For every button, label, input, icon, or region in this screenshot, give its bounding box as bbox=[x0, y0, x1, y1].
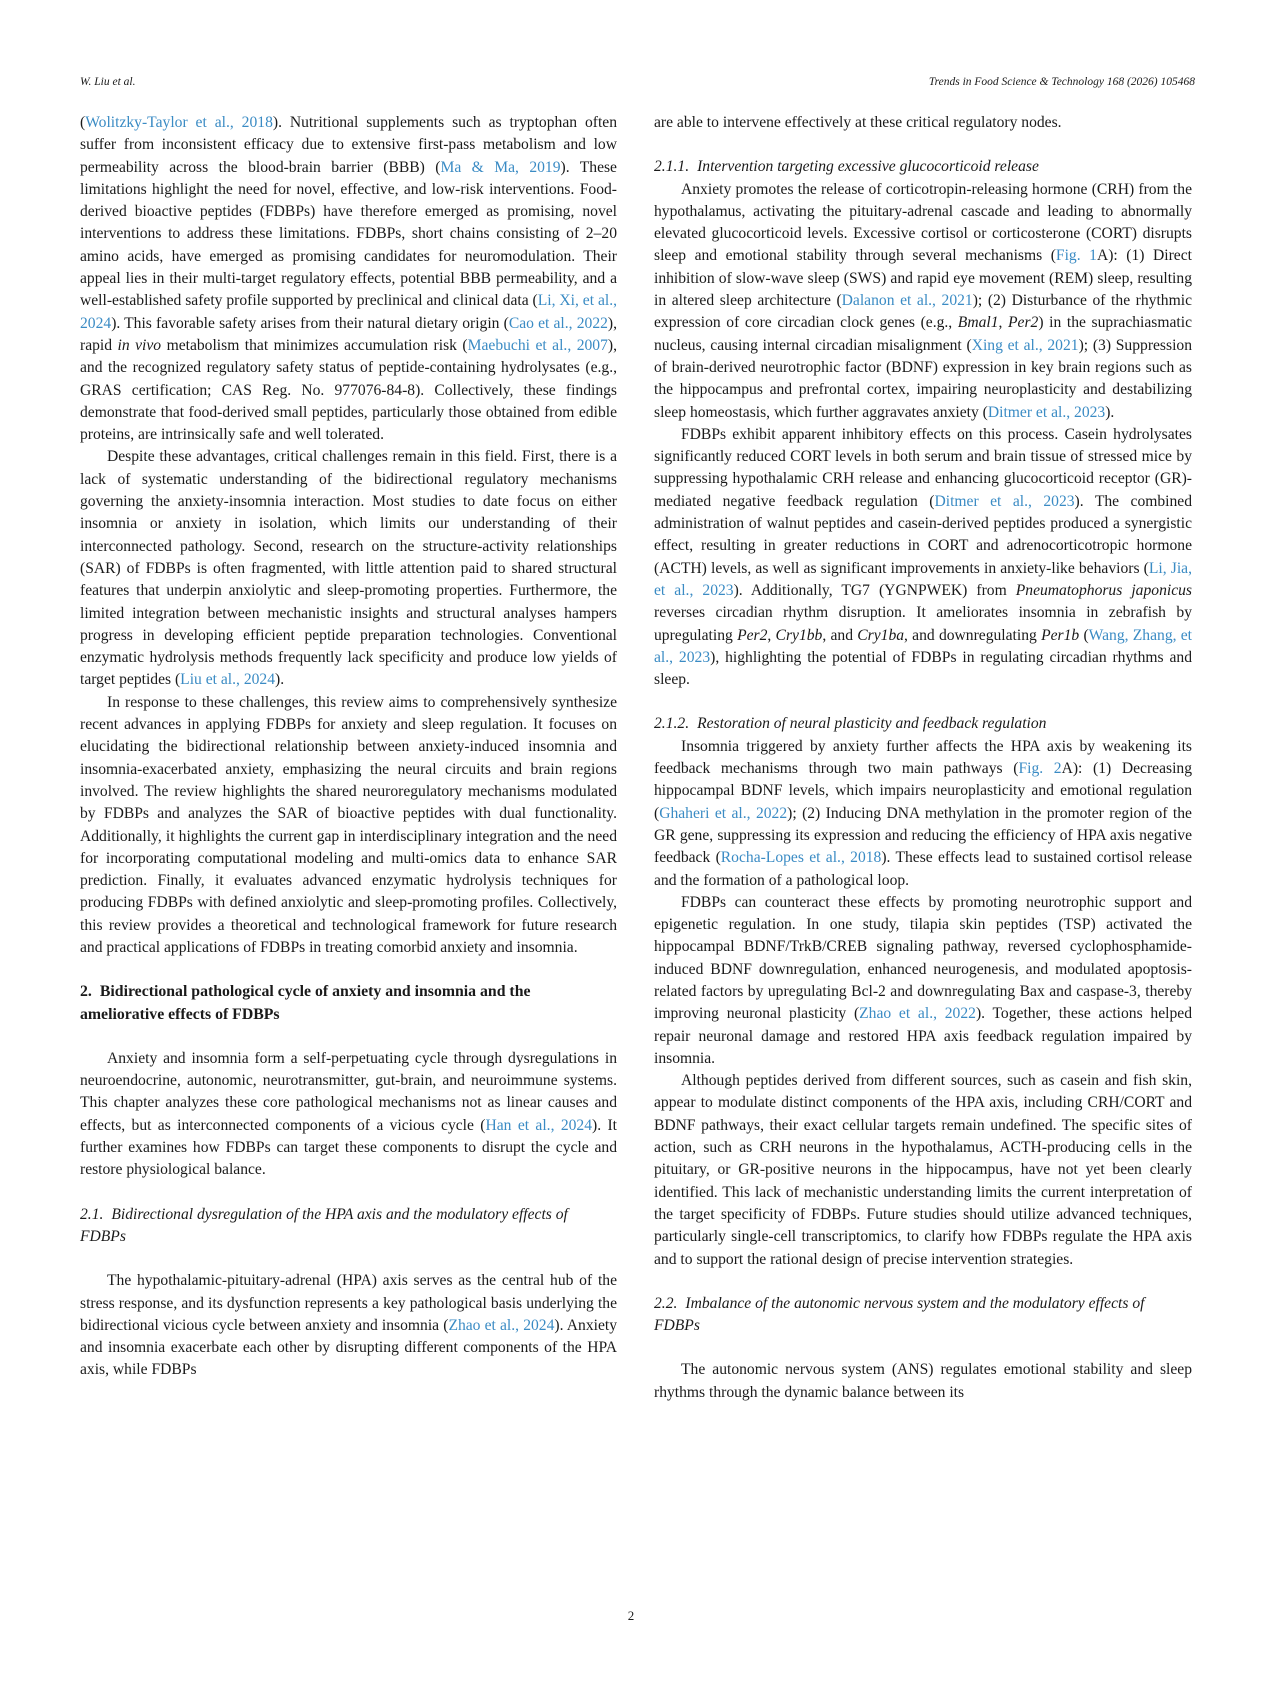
citation-link[interactable]: Wolitzky-Taylor et al., 2018 bbox=[85, 114, 273, 131]
citation-link[interactable]: Dalanon et al., 2021 bbox=[841, 292, 973, 310]
italic-term: Per1b bbox=[1041, 626, 1080, 644]
citation-link[interactable]: Liu et al., 2024 bbox=[180, 671, 276, 689]
citation-link[interactable]: Li, Jia, et al., 2023 bbox=[654, 559, 1192, 599]
section-number: 2.1.1. bbox=[654, 158, 690, 176]
citation-link[interactable]: Fig. 1 bbox=[1055, 247, 1097, 265]
section-heading-2-1 bbox=[80, 1204, 617, 1249]
citation-link[interactable]: Fig. 2 bbox=[1018, 760, 1062, 778]
citation-link[interactable]: Wang, Zhang, et al., 2023 bbox=[654, 626, 1193, 666]
italic-term: Per2 bbox=[1008, 314, 1039, 332]
running-head-journal: Trends in Food Science & Technology 168 (2026) 105468 bbox=[928, 76, 1195, 88]
paragraph: (Wolitzky-Taylor et al., 2018). Nutritional supplements such as tryptophan often suffer from inconsistent efficacy due to extensive first-pass metabolism and low permeability across the blood-brain barrier (BBB) (Ma & Ma, 2019). These limitations highlight the need for novel, effective, and low-risk interventions. Food-derived bioactive peptides (FDBPs) have therefore emerged as promising, novel interventions to address these limitations. FDBPs, short chains consisting of 2–20 amino acids, have emerged as promising candidates for neuromodulation. Their appeal lies in their multi-target regulatory effects, potential BBB permeability, and a well-established safety profile supported by preclinical and clinical data (Li, Xi, et al., 2024). This favorable safety arises from their natural dietary origin (Cao et al., 2022), rapid in vivo metabolism that minimizes accumulation risk (Maebuchi et al., 2007), and the recognized regulatory safety status of peptide-containing hydrolysates (e.g., GRAS certification; CAS Reg. No. 977076-84-8). Collectively, these findings demonstrate that food-derived small peptides, particularly those obtained from edible proteins, are intrinsically safe and well tolerated. bbox=[80, 114, 618, 444]
paragraph: Anxiety promotes the release of corticotropin-releasing hormone (CRH) from the hypothalamus, activating the pituitary-adrenal cascade and leading to abnormally elevated glucocorticoid levels. Excessive cortisol or corticosterone (CORT) disrupts sleep and emotional stability through several mechanisms (Fig. 1A): (1) Direct inhibition of slow-wave sleep (SWS) and rapid eye movement (REM) sleep, resulting in altered sleep architecture (Dalanon et al., 2021); (2) Disturbance of the rhythmic expression of core circadian clock genes (e.g., Bmal1, Per2) in the suprachiasmatic nucleus, causing internal circadian misalignment (Xing et al., 2021); (3) Suppression of brain-derived neurotrophic factor (BDNF) expression in key brain regions such as the hippocampus and prefrontal cortex, impairing neuroplasticity and destabilizing sleep homeostasis, which further aggravates anxiety (Ditmer et al., 2023). bbox=[654, 180, 1192, 421]
section-number: 2. bbox=[80, 983, 92, 1001]
italic-term: Per2 bbox=[737, 626, 768, 644]
citation-link[interactable]: Maebuchi et al., 2007 bbox=[467, 336, 608, 354]
paragraph: The hypothalamic-pituitary-adrenal (HPA) axis serves as the central hub of the stress response, and its dysfunction represents a key pathological basis underlying the bidirectional vicious cycle between anxiety and insomnia (Zhao et al., 2024). Anxiety and insomnia exacerbate each other by disrupting different components of the HPA axis, while FDBPs bbox=[80, 1272, 617, 1379]
section-title: Restoration of neural plasticity and feedback regulation bbox=[697, 715, 1047, 733]
citation-link[interactable]: Han et al., 2024 bbox=[485, 1116, 593, 1134]
right-column bbox=[654, 112, 1192, 1404]
citation-link[interactable]: Ditmer et al., 2023 bbox=[934, 492, 1075, 510]
section-title: Intervention targeting excessive glucocorticoid release bbox=[697, 158, 1039, 176]
section-number: 2.1.2. bbox=[654, 715, 690, 733]
section-title: Bidirectional dysregulation of the HPA axis and the modulatory effects of FDBPs bbox=[80, 1205, 568, 1245]
section-heading-2-2 bbox=[654, 1293, 1192, 1338]
italic-term: Pneumatophorus japonicus bbox=[1015, 581, 1192, 599]
citation-link[interactable]: Cao et al., 2022 bbox=[508, 314, 608, 332]
italic-term: Cry1bb bbox=[775, 626, 823, 644]
section-heading-2-1-2 bbox=[654, 713, 1192, 735]
paragraph: FDBPs can counteract these effects by promoting neurotrophic support and epigenetic regulation. In one study, tilapia skin peptides (TSP) activated the hippocampal BDNF/TrkB/CREB signaling pathway, reversed cyclophosphamide-induced BDNF downregulation, enhanced neurogenesis, and modulated apoptosis-related factors by upregulating Bcl-2 and downregulating Bax and caspase-3, thereby improving neuronal plasticity (Zhao et al., 2022). Together, these actions helped repair neuronal damage and restored HPA axis feedback regulation impaired by insomnia. bbox=[654, 893, 1192, 1067]
paragraph: In response to these challenges, this review aims to comprehensively synthesize recent advances in applying FDBPs for anxiety and sleep regulation. It focuses on elucidating the bidirectional relationship between anxiety-induced insomnia and insomnia-exacerbated anxiety, emphasizing the neural circuits and brain regions involved. The review highlights the shared neuroregulatory mechanisms modulated by FDBPs and analyzes the SAR of bioactive peptides with dual functionality. Additionally, it highlights the current gap in interdisciplinary integration and the need for incorporating computational modeling and multi-omics data to enhance SAR prediction. Finally, it evaluates advanced enzymatic hydrolysis techniques for producing FDBPs with defined anxiolytic and sleep-promoting profiles. Collectively, this review provides a theoretical and technological framework for future research and practical applications of FDBPs in treating comorbid anxiety and insomnia. bbox=[80, 693, 617, 956]
paragraph: Insomnia triggered by anxiety further affects the HPA axis by weakening its feedback mechanisms through two main pathways (Fig. 2A): (1) Decreasing hippocampal BDNF levels, which impairs neuroplasticity and emotional regulation (Ghaheri et al., 2022); (2) Inducing DNA methylation in the promoter region of the GR gene, suppressing its expression and reducing the efficiency of HPA axis negative feedback (Rocha-Lopes et al., 2018). These effects lead to sustained cortisol release and the formation of a pathological loop. bbox=[654, 737, 1192, 889]
citation-link[interactable]: Ditmer et al., 2023 bbox=[987, 403, 1106, 421]
section-number: 2.1. bbox=[80, 1205, 104, 1223]
italic-term: Bmal1 bbox=[957, 314, 999, 332]
citation-link[interactable]: Xing et al., 2021 bbox=[971, 336, 1079, 354]
page-number: 2 bbox=[627, 1608, 635, 1623]
paragraph: The autonomic nervous system (ANS) regulates emotional stability and sleep rhythms through the dynamic balance between its bbox=[654, 1361, 1192, 1401]
left-column bbox=[80, 112, 617, 1382]
citation-link[interactable]: Li, Xi, et al., 2024 bbox=[80, 292, 617, 332]
italic-term: Cry1ba bbox=[857, 626, 905, 644]
running-head-authors: W. Liu et al. bbox=[80, 76, 136, 88]
citation-link[interactable]: Zhao et al., 2024 bbox=[448, 1316, 555, 1334]
paragraph: Although peptides derived from different sources, such as casein and fish skin, appear to modulate distinct components of the HPA axis, including CRH/CORT and BDNF pathways, their exact cellular targets remain undefined. The specific sites of action, such as CRH neurons in the hypothalamus, ACTH-producing cells in the pituitary, or GR-positive neurons in the hippocampus, have not yet been clearly identified. This lack of mechanistic understanding limits the current interpretation of the target specificity of FDBPs. Future studies should utilize advanced techniques, particularly single-cell transcriptomics, to clarify how FDBPs regulate the HPA axis and to support the rational design of precise intervention strategies. bbox=[654, 1072, 1192, 1268]
paragraph: Despite these advantages, critical challenges remain in this field. First, there is a lack of systematic understanding of the bidirectional regulatory mechanisms governing the anxiety-insomnia interaction. Most studies to date focus on either insomnia or anxiety in isolation, which limits our understanding of their interconnected pathology. Second, research on the structure-activity relationships (SAR) of FDBPs is often fragmented, with little attention paid to shared structural features that underpin anxiolytic and sleep-promoting properties. Furthermore, the limited integration between mechanistic insights and structural analyses hampers progress in developing efficient peptide preparation technologies. Conventional enzymatic hydrolysis methods frequently lack specificity and produce low yields of target peptides (Liu et al., 2024). bbox=[80, 448, 617, 689]
section-heading-2 bbox=[80, 981, 617, 1026]
section-title: Bidirectional pathological cycle of anxiety and insomnia and the ameliorative effects of FDBPs bbox=[80, 983, 531, 1023]
paragraph: are able to intervene effectively at these critical regulatory nodes. bbox=[654, 114, 1062, 131]
citation-link[interactable]: Zhao et al., 2022 bbox=[859, 1005, 976, 1023]
section-heading-2-1-1 bbox=[654, 156, 1192, 178]
italic-term: in vivo bbox=[117, 336, 162, 354]
citation-link[interactable]: Ma & Ma, 2019 bbox=[440, 158, 561, 176]
paragraph: FDBPs exhibit apparent inhibitory effects on this process. Casein hydrolysates significantly reduced CORT levels in both serum and brain tissue of stressed mice by suppressing hypothalamic CRH release and enhancing glucocorticoid receptor (GR)-mediated negative feedback regulation (Ditmer et al., 2023). The combined administration of walnut peptides and casein-derived peptides produced a synergistic effect, resulting in greater reductions in CORT and adrenocorticotropic hormone (ACTH) levels, as well as significant improvements in anxiety-like behaviors (Li, Jia, et al., 2023). Additionally, TG7 (YGNPWEK) from Pneumatophorus japonicus reverses circadian rhythm disruption. It ameliorates insomnia in zebrafish by upregulating Per2, Cry1bb, and Cry1ba, and downregulating Per1b (Wang, Zhang, et al., 2023), highlighting the potential of FDBPs in regulating circadian rhythms and sleep. bbox=[654, 425, 1193, 689]
citation-link[interactable]: Rocha-Lopes et al., 2018 bbox=[720, 849, 882, 867]
citation-link[interactable]: Ghaheri et al., 2022 bbox=[659, 804, 788, 822]
paragraph: Anxiety and insomnia form a self-perpetuating cycle through dysregulations in neuroendocrine, autonomic, neurotransmitter, gut-brain, and neuroimmune systems. This chapter analyzes these core pathological mechanisms not as linear causes and effects, but as interconnected components of a vicious cycle (Han et al., 2024). It further examines how FDBPs can target these components to disrupt the cycle and restore physiological balance. bbox=[80, 1049, 618, 1179]
section-title: Imbalance of the autonomic nervous system and the modulatory effects of FDBPs bbox=[654, 1294, 1145, 1335]
section-number: 2.2. bbox=[654, 1294, 678, 1312]
